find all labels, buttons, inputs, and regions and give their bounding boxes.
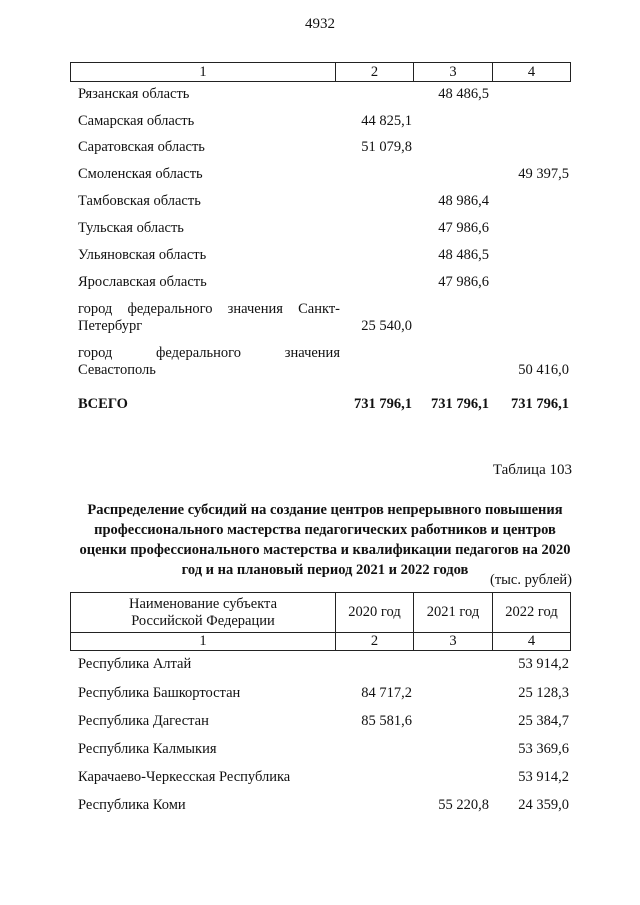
header-2020: 2020 год xyxy=(336,593,414,633)
region-name: Тамбовская область xyxy=(78,193,201,209)
region-name: Рязанская область xyxy=(78,86,190,102)
region-name: Смоленская область xyxy=(78,166,203,182)
value-2020: 25 540,0 xyxy=(361,318,412,334)
region-name: Тульская область xyxy=(78,220,184,236)
value-2022: 53 369,6 xyxy=(518,741,569,757)
value-2022: 53 914,2 xyxy=(518,656,569,672)
region-name: Самарская область xyxy=(78,113,195,129)
value-2020: 84 717,2 xyxy=(361,685,412,701)
table-row-total xyxy=(78,396,578,416)
table-title: Распределение субсидий на создание центров непрерывного повышения профессионального мастерства педагогических работников и центров оценки профессионального мастерства и квалификации педагогов на 2020 год и на плановый период 2021 и 2022 годов xyxy=(79,502,571,578)
table-row-sev-values xyxy=(78,362,578,382)
table-row xyxy=(78,166,578,186)
total-2021: 731 796,1 xyxy=(431,396,489,412)
table1-colnum-3: 3 xyxy=(414,63,493,82)
value-2021: 55 220,8 xyxy=(438,797,489,813)
region-name: Республика Калмыкия xyxy=(78,741,217,757)
header-2021: 2021 год xyxy=(414,593,493,633)
total-2020: 731 796,1 xyxy=(354,396,412,412)
region-name-line2: Севастополь xyxy=(78,362,156,378)
table-row xyxy=(78,274,578,294)
table-row xyxy=(78,713,578,733)
value-2020: 44 825,1 xyxy=(361,113,412,129)
value-2022: 50 416,0 xyxy=(518,362,569,378)
table-unit: (тыс. рублей) xyxy=(490,572,572,588)
table-row xyxy=(78,113,578,133)
table2-header xyxy=(70,592,571,651)
table-row-spb-values xyxy=(78,318,578,338)
table-row xyxy=(78,139,578,159)
table2-colnum-3: 3 xyxy=(414,633,493,651)
region-name: Ярославская область xyxy=(78,274,207,290)
table2-colnum-2: 2 xyxy=(336,633,414,651)
value-2022: 49 397,5 xyxy=(518,166,569,182)
table-row xyxy=(78,193,578,213)
region-name-line1: город федерального значения Санкт- xyxy=(78,301,340,317)
page-number: 4932 xyxy=(305,16,335,32)
value-2021: 47 986,6 xyxy=(438,220,489,236)
table1-colnum-1: 1 xyxy=(71,63,336,82)
value-2021: 48 486,5 xyxy=(438,247,489,263)
table2-colnum-1: 1 xyxy=(71,633,336,651)
table1-colnum-2: 2 xyxy=(336,63,414,82)
region-name-line1: город федерального значения xyxy=(78,345,340,361)
total-2022: 731 796,1 xyxy=(511,396,569,412)
value-2022: 25 384,7 xyxy=(518,713,569,729)
header-subject: Наименование субъекта Российской Федерации xyxy=(71,593,336,633)
region-name: Ульяновская область xyxy=(78,247,207,263)
table-label: Таблица 103 xyxy=(492,462,572,478)
region-name: Республика Дагестан xyxy=(78,713,209,729)
region-name: Республика Алтай xyxy=(78,656,192,672)
value-2021: 48 486,5 xyxy=(438,86,489,102)
value-2020: 51 079,8 xyxy=(361,139,412,155)
value-2021: 47 986,6 xyxy=(438,274,489,290)
table-row xyxy=(78,247,578,267)
table-row xyxy=(78,656,578,676)
table-row xyxy=(78,220,578,240)
table1-colnum-4: 4 xyxy=(493,63,571,82)
region-name: Карачаево-Черкесская Республика xyxy=(78,769,291,785)
table-row xyxy=(78,797,578,817)
table2-colnum-4: 4 xyxy=(493,633,571,651)
table-row xyxy=(78,685,578,705)
table-row xyxy=(78,86,578,106)
region-name: Республика Коми xyxy=(78,797,186,813)
value-2021: 48 986,4 xyxy=(438,193,489,209)
table-row xyxy=(78,769,578,789)
value-2020: 85 581,6 xyxy=(361,713,412,729)
region-name-line2: Петербург xyxy=(78,318,143,334)
table1-column-numbers xyxy=(70,62,571,82)
value-2022: 25 128,3 xyxy=(518,685,569,701)
value-2022: 53 914,2 xyxy=(518,769,569,785)
total-label: ВСЕГО xyxy=(78,396,128,412)
value-2022: 24 359,0 xyxy=(518,797,569,813)
region-name: Республика Башкортостан xyxy=(78,685,241,701)
header-2022: 2022 год xyxy=(493,593,571,633)
region-name: Саратовская область xyxy=(78,139,205,155)
table-row xyxy=(78,741,578,761)
